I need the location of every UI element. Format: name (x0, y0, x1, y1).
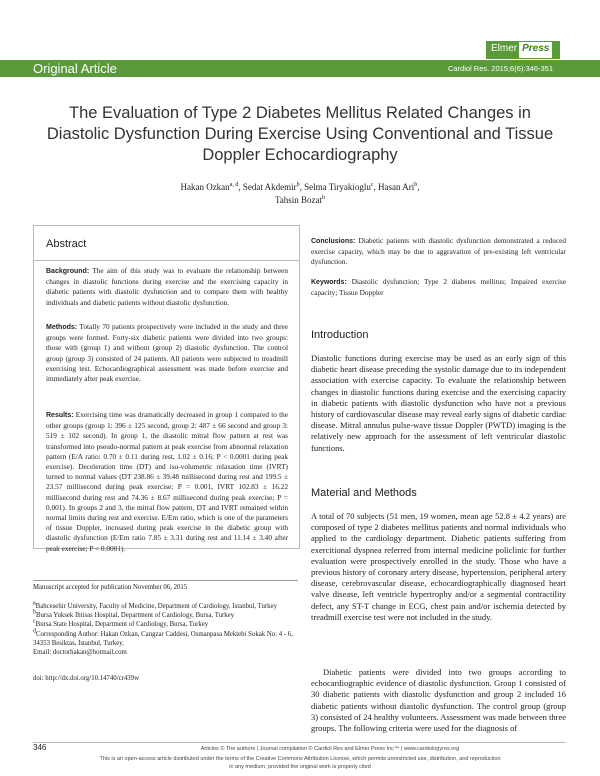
results-text: Exercising time was dramatically decreased in group 1 compared to the other groups (group 1: 396 ± 125 second, group 2: 487 ± 66 second and group 3: 519 ± 102 second). In group 1, the diastolic mitral flow pattern at rest was transformed into pseudo-normal pattern at peak exercise from abnormal relaxation pattern (E/A ratio: 0.70 ± 0.11 during rest, 1.02 ± 0.16; P < 0.0001 during peak exercise). Deceleration time (DT) and iso-volumetric relaxation time (IVRT) turned to normal values (DT 238.86 ± 39.48 millisecond during rest and 199.5 ± 23.57 millisecond during peak exercise; P = 0.001, IVRT 102.83 ± 16.22 millisecond during rest and 74.36 ± 8.67 millisecond during peak exercise; P = 0.001). In groups 2 and 3, the mitral flow pattern, DT and IVRT remained within normal limits during rest and exercise. E/Em ratio, which is one of the parameters of tissue Doppler, increased during peak exercise in the diabetic group with diastolic dysfunction (E/Em ratio 7.85 ± 3.31 during rest and 11.14 ± 3.40 after peak exercise; P < 0.0001). (46, 410, 288, 553)
affiliation-mark: c (370, 182, 374, 188)
author-name: , Sedat Akdemir (238, 182, 297, 192)
doi-link[interactable]: doi: http://dx.doi.org/10.14740/cr439w (33, 675, 139, 682)
conclusions-label: Conclusions: (311, 238, 356, 245)
page-number: 346 (33, 743, 47, 752)
keywords-text: Diastolic dysfunction; Type 2 diabetes mellitus; Impaired exercise capacity; Tissue Doppler (311, 277, 566, 298)
journal-citation: Cardiol Res. 2015;6(6):346-351 (447, 64, 553, 73)
footer-divider (33, 742, 566, 743)
author-list (150, 181, 450, 207)
corresponding-author (33, 630, 298, 648)
affiliation-mark: a (33, 600, 36, 607)
methods-paragraph-1: A total of 70 subjects (51 men, 19 women, mean age 52.8 ± 4.2 years) are composed of type 2 diabetes mellitus patients and normal individuals who applied to the cardiology department. Diabetic patients suffering from exercitional dyspnea referred from internal medicine policlinic for further evaluation were prospectively enrolled in the study. Those who have a previous history of coronary artery disease, hypertension, peripheral artery disease, cerebrovascular disease, echocardiographically diagnosed heart valve disease, left ventricle hypertrophy and/or a segmental contractility defect, any ST-T change in ECG, chest pain and/or ischemia detected by treadmill exercise test were not included in the study. (311, 511, 566, 622)
article-title: The Evaluation of Type 2 Diabetes Mellitus Related Changes in Diastolic Dysfunction During Exercise Using Conventional and Tissue Doppler Echocardiography (46, 104, 554, 164)
abstract-keywords (311, 277, 566, 298)
affiliation-mark: a, d (229, 182, 239, 188)
conclusions-text: Diabetic patients with diastolic dysfunction demonstrated a reduced exercise capacity, which may be due to aggravation of pre-existing left ventricular dysfunction. (311, 236, 566, 267)
footer-copyright: Articles © The authors | Journal compilation © Cardiol Res and Elmer Press Inc™ | www.cardiologyres.org (200, 746, 460, 752)
background-label: Background: (46, 268, 90, 275)
affiliation-mark: b (33, 609, 36, 616)
abstract-background (46, 266, 288, 308)
methods-heading: Material and Methods (311, 487, 417, 499)
methods-paragraph-2: Diabetic patients were divided into two groups according to echocardiographic evidence of diastolic dysfunction. Group 1 consisted of 30 diabetic patients with diastolic dysfunction and group 2 included 16 diabetic patients without diastolic dysfunction. The control group (group 3) consisted of 24 healthy volunteers. Assessment was made between three groups. The following criteria were used for the diagnosis of (311, 667, 566, 734)
results-label: Results: (46, 412, 74, 419)
background-text: The aim of this study was to evaluate the relationship between changes in diastolic functions during exercise and the exercising capacity in diabetic patients with diastolic dysfunction and to compare them with healthy individuals and diabetic patients without diastolic dysfunction. (46, 266, 288, 307)
article-type: Original Article (33, 61, 117, 76)
methods-label: Methods: (46, 324, 78, 331)
abstract-conclusions (311, 236, 566, 268)
keywords-label: Keywords: (311, 279, 347, 286)
author-separator: , (417, 182, 420, 192)
affiliation-c (33, 620, 298, 629)
affiliation-text: Corresponding Author: Hakan Ozkan, Cangzar Caddesi, Osmanpasa Mektebi Sokak No: 4 - 6, 34353 Besiktas, Istanbul, Turkey. (33, 630, 293, 647)
methods-text: Totally 70 patients prospectively were included in the study and three groups were formed. Forty-six diabetic patients were divided into two groups: those with (group 1) and without (group 2) diastolic dysfunction. The control group (group 3) consisted of 24 patients. All patients were subjected to treadmill exercising test. Echocardiographical assessment was made before exercise and immediately after peak exercise. (46, 322, 288, 384)
affiliation-mark: b (414, 182, 418, 188)
publisher-logo (486, 41, 560, 59)
author-name: , Hasan Ari (373, 182, 415, 192)
affiliation-mark: d (33, 628, 36, 635)
introduction-heading: Introduction (311, 329, 369, 341)
author-name: Tahsin Bozat (274, 195, 323, 205)
affiliation-mark: b (322, 195, 326, 201)
affiliation-a (33, 602, 298, 611)
footnote-divider (33, 580, 298, 581)
affiliation-b (33, 611, 298, 620)
abstract-heading: Abstract (46, 238, 87, 250)
affiliation-text: Bahcesehir University, Faculty of Medicine, Department of Cardiology, Istanbul, Turkey (35, 603, 277, 610)
logo-text-elmer: Elmer (491, 43, 518, 54)
abstract-divider (33, 260, 300, 261)
affiliation-text: Bursa Yuksek Ihtisas Hospital, Department of Cardiology, Bursa, Turkey (36, 612, 235, 620)
affiliation-mark: b (296, 182, 300, 188)
accepted-date: Manuscript accepted for publication November 06, 2015 (33, 584, 188, 591)
affiliations (33, 602, 298, 657)
affiliation-mark: c (33, 619, 36, 626)
abstract-results (46, 410, 288, 554)
abstract-methods (46, 322, 288, 384)
author-email: Email: doctorhakan@hotmail.com (33, 649, 127, 657)
author-name: , Selma Tiryakioglu (299, 182, 371, 192)
footer-license-cont: in any medium, provided the original work is properly cited (229, 764, 371, 770)
affiliation-text: Bursa State Hospital, Department of Cardiology, Bursa, Turkey (35, 621, 209, 629)
author-name: Hakan Ozkan (180, 182, 230, 192)
footer-license: This is an open-access article distributed under the terms of the Creative Commons Attribution License, which permits unrestricted use, distribution, and reproduction (99, 756, 501, 762)
logo-text-press: Press (519, 42, 552, 58)
introduction-text: Diastolic functions during exercise may be used as an early sign of this diabetic heart disease preceding the systolic damage due to its independent association with exercise capacity. To evaluate the relationship between changes in diastolic functions during exercise and the exercising capacity in diabetic patients with diastolic dysfunction who have not a previous history of cardiovascular disease may reveal early signs of diabetic cardiac disease. Mitral annulus pulse-wave tissue Doppler (PWTD) imaging is the relatively new approach for the assessment of left ventricular diastolic functions. (311, 353, 566, 453)
